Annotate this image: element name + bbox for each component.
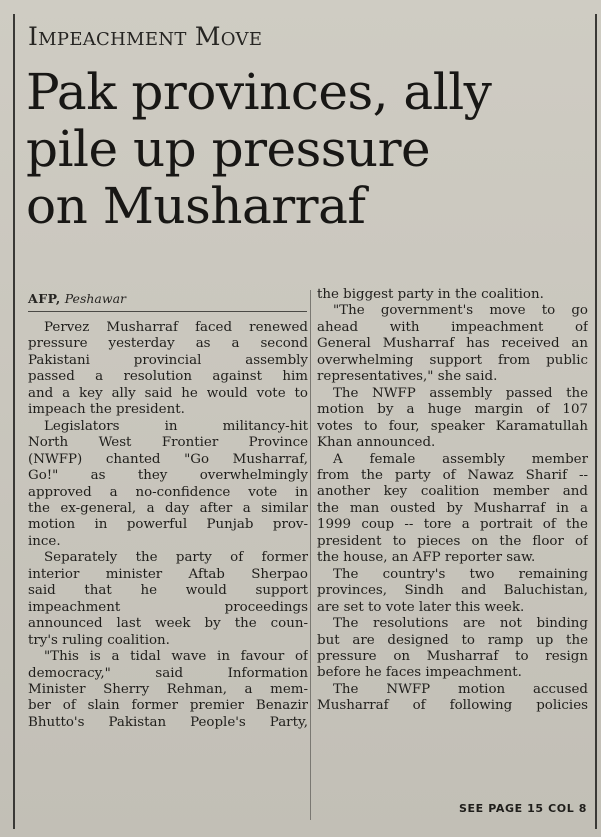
text-line: provinces, Sindh and Baluchistan, (317, 583, 588, 599)
text-line: "The government's move to go (333, 303, 588, 319)
text-line: (NWFP) chanted "Go Musharraf, (28, 451, 308, 467)
text-line: the house, an AFP reporter saw. (317, 550, 536, 566)
text-line: Khan announced. (317, 435, 436, 451)
text-line: Pakistani provincial assembly (28, 352, 308, 368)
text-line: Go!" as they overwhelmingly (28, 468, 308, 484)
text-line: The country's two remaining (333, 566, 588, 582)
text-line: The resolutions are not binding (333, 616, 588, 632)
column-divider (310, 290, 311, 820)
text-line: before he faces impeachment. (317, 665, 522, 681)
text-line: try's ruling coalition. (28, 632, 170, 648)
text-line: "This is a tidal wave in favour of (44, 649, 308, 665)
text-line: ahead with impeachment of (317, 319, 588, 335)
text-line: impeachment proceedings (28, 599, 308, 615)
text-line: pressure on Musharraf to resign (317, 648, 588, 664)
text-line: passed a resolution against him (28, 369, 308, 385)
text-line: Legislators in militancy-hit (44, 418, 308, 434)
text-line: 1999 coup -- tore a portrait of the (317, 517, 588, 533)
byline-agency: AFP, (28, 291, 61, 306)
text-line: are set to vote later this week. (317, 599, 525, 615)
text-line: Pervez Musharraf faced renewed (44, 320, 308, 335)
text-line: The NWFP assembly passed the (333, 385, 588, 401)
byline-place: Peshawar (64, 291, 126, 306)
text-line: impeach the president. (28, 402, 185, 418)
text-line: and a key ally said he would vote to (28, 385, 308, 401)
right-column-rule (595, 14, 597, 829)
text-line: The NWFP motion accused (333, 681, 588, 697)
kicker: Impeachment Move (28, 22, 263, 51)
text-line: overwhelming support from public (317, 352, 588, 368)
text-line: interior minister Aftab Sherpao (28, 566, 308, 582)
text-line: the man ousted by Musharraf in a (317, 500, 588, 516)
text-line: A female assembly member (333, 451, 588, 467)
text-line: Bhutto's Pakistan People's Party, (28, 714, 308, 730)
text-line: the ex-general, a day after a similar (28, 500, 308, 516)
headline-line: pile up pressure (26, 120, 431, 178)
text-line: another key coalition member and (317, 484, 588, 500)
text-line: democracy," said Information (28, 665, 308, 681)
text-line: the biggest party in the coalition. (317, 287, 544, 302)
text-line: votes to four, speaker Karamatullah (317, 418, 588, 434)
right-column (317, 287, 588, 715)
text-line: motion in powerful Punjab prov- (28, 517, 308, 533)
text-line: but are designed to ramp up the (317, 632, 588, 648)
text-line: approved a no-confidence vote in (28, 484, 308, 500)
text-line: Musharraf of following policies (317, 698, 588, 714)
text-line: said that he would support (28, 583, 308, 599)
byline (28, 291, 126, 306)
text-line: pressure yesterday as a second (28, 336, 308, 352)
left-column-rule (13, 14, 15, 829)
text-line: Minister Sherry Rehman, a mem- (28, 681, 308, 697)
headline (26, 64, 591, 235)
text-line: announced last week by the coun- (28, 616, 308, 632)
text-line: president to pieces on the floor of (317, 533, 588, 549)
left-column (28, 320, 308, 731)
continuation-note: SEE PAGE 15 COL 8 (459, 802, 587, 815)
text-line: North West Frontier Province (28, 435, 308, 451)
text-line: representatives," she said. (317, 369, 498, 385)
text-line: Separately the party of former (44, 550, 308, 566)
text-line: motion by a huge margin of 107 (317, 402, 588, 418)
headline-line: Pak provinces, ally (26, 63, 492, 121)
text-line: General Musharraf has received an (317, 336, 588, 352)
text-line: ber of slain former premier Benazir (28, 698, 308, 714)
text-line: ince. (28, 533, 61, 549)
byline-rule (28, 311, 307, 312)
text-line: from the party of Nawaz Sharif -- (317, 467, 588, 483)
headline-line: on Musharraf (26, 177, 366, 235)
